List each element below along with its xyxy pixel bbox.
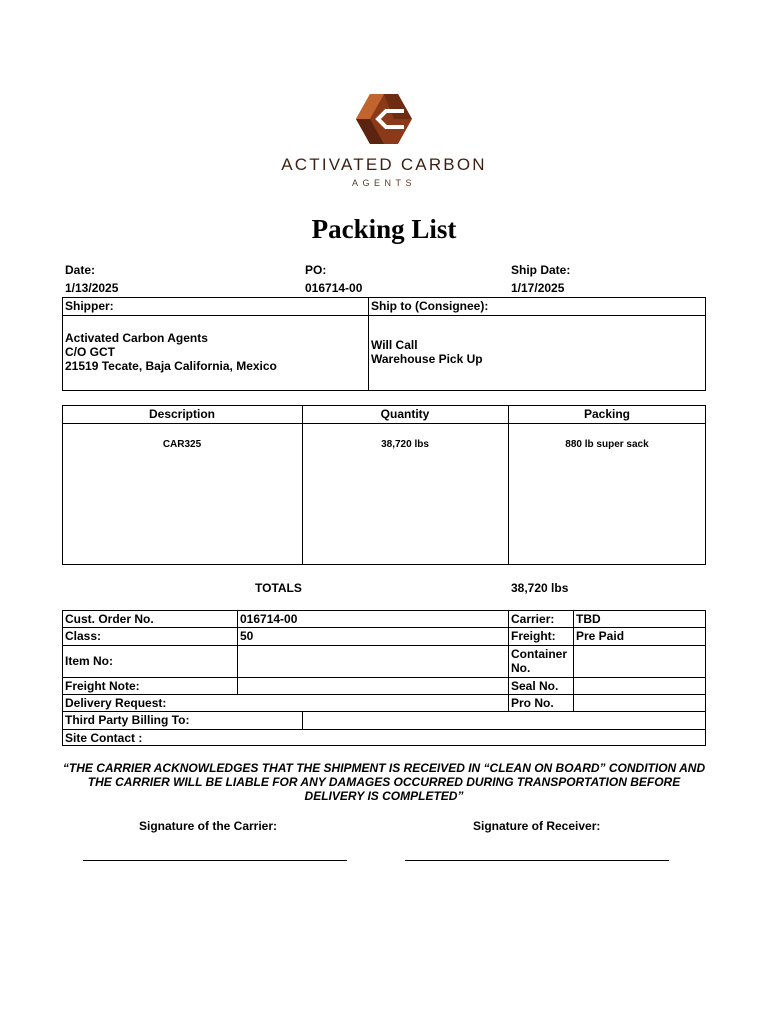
date-value: 1/13/2025 (65, 281, 119, 295)
class-label: Class: (65, 629, 102, 643)
disclaimer-line-3: DELIVERY IS COMPLETED” (304, 789, 464, 803)
shipper-line-1: Activated Carbon Agents (65, 331, 208, 345)
column-header-packing: Packing (583, 407, 631, 421)
po-value: 016714-00 (305, 281, 363, 295)
consignee-line-2: Warehouse Pick Up (371, 352, 483, 366)
page-title: Packing List (311, 214, 457, 244)
brand-subtitle: AGENTS (351, 178, 416, 188)
date-label: Date: (65, 263, 96, 277)
pro-no-label: Pro No. (511, 696, 554, 710)
hexagon-arrow-logo-icon (356, 94, 412, 144)
site-contact-label: Site Contact : (65, 731, 143, 745)
container-label-line-1: Container (511, 647, 568, 661)
consignee-line-1: Will Call (371, 338, 418, 352)
receiver-signature-line (405, 860, 669, 861)
receiver-signature-label: Signature of Receiver: (473, 819, 601, 833)
totals-label: TOTALS (255, 581, 302, 595)
shipper-line-2: C/O GCT (65, 345, 115, 359)
class-value: 50 (240, 629, 254, 643)
seal-no-label: Seal No. (511, 679, 559, 693)
third-party-billing-label: Third Party Billing To: (65, 713, 190, 727)
row-quantity: 38,720 lbs (381, 439, 429, 450)
carrier-value: TBD (576, 612, 601, 626)
row-description: CAR325 (162, 439, 202, 450)
shipper-line-3: 21519 Tecate, Baja California, Mexico (65, 359, 277, 373)
po-label: PO: (305, 263, 327, 277)
disclaimer-line-1: “THE CARRIER ACKNOWLEDGES THAT THE SHIPMENT IS RECEIVED IN “CLEAN ON BOARD” CONDITION AND (62, 761, 706, 775)
container-label-line-2: No. (511, 661, 531, 675)
cust-order-value: 016714-00 (240, 612, 298, 626)
delivery-request-label: Delivery Request: (65, 696, 167, 710)
ship-date-label: Ship Date: (511, 263, 571, 277)
freight-label: Freight: (511, 629, 556, 643)
carrier-signature-label: Signature of the Carrier: (139, 819, 278, 833)
carrier-signature-line (83, 860, 347, 861)
totals-value: 38,720 lbs (511, 581, 569, 595)
carrier-disclaimer (60, 761, 708, 803)
items-table (62, 405, 706, 565)
column-header-quantity: Quantity (380, 407, 430, 421)
column-header-description: Description (148, 407, 215, 421)
brand-name: ACTIVATED CARBON (281, 155, 487, 174)
consignee-label: Ship to (Consignee): (371, 299, 489, 313)
item-no-label: Item No: (65, 654, 113, 668)
cust-order-label: Cust. Order No. (65, 612, 154, 626)
row-packing: 880 lb super sack (565, 439, 649, 450)
freight-value: Pre Paid (576, 629, 625, 643)
freight-note-label: Freight Note: (65, 679, 140, 693)
shipper-label: Shipper: (65, 299, 114, 313)
disclaimer-line-2: THE CARRIER WILL BE LIABLE FOR ANY DAMAGES OCCURRED DURING TRANSPORTATION BEFORE (87, 775, 681, 789)
carrier-label: Carrier: (511, 612, 555, 626)
ship-date-value: 1/17/2025 (511, 281, 565, 295)
